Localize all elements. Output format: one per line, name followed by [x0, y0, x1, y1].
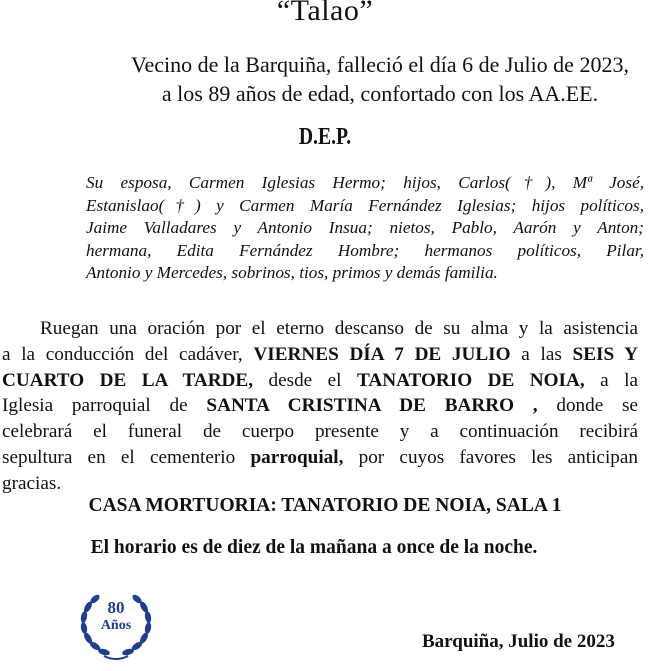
service-time: SEIS Y — [572, 343, 638, 365]
service-text: a las — [510, 343, 573, 365]
family-line: Su esposa, Carmen Iglesias Hermo; hijos, Carlos(†), Mª José, — [86, 173, 644, 192]
service-text: gracias. — [2, 472, 62, 494]
service-text: a la — [584, 369, 638, 391]
badge-number: 80 — [107, 598, 125, 617]
family-paragraph — [86, 172, 644, 285]
service-cemetery: parroquial, — [250, 446, 344, 468]
service-text: a la conducción del cadáver, — [2, 343, 254, 365]
casa-mortuoria: CASA MORTUORIA: TANATORIO DE NOIA, SALA 1 — [88, 495, 562, 516]
dep-heading: D.E.P. — [298, 124, 352, 150]
service-text: por cuyos favores les anticipan — [343, 446, 638, 468]
service-text: Iglesia parroquial de — [2, 395, 207, 417]
service-text: desde el — [253, 369, 357, 391]
service-text: celebrará el funeral de cuerpo presente y a continuación recibirá — [2, 421, 638, 443]
service-venue: TANATORIO DE NOIA, — [357, 369, 585, 391]
service-line — [2, 393, 638, 419]
service-time: CUARTO DE LA TARDE, — [2, 369, 254, 391]
service-line — [2, 316, 638, 342]
deceased-nickname: “Talao” — [276, 0, 374, 27]
anniversary-badge — [74, 586, 158, 666]
family-line: Antonio y Mercedes, sobrinos, tios, primos y demás familia. — [86, 263, 498, 282]
intro-paragraph — [60, 50, 650, 108]
family-line: Jaime Valladares y Antonio Insua; nietos, Pablo, Aarón y Anton; — [86, 218, 644, 237]
visiting-hours: El horario es de diez de la mañana a once de la noche. — [90, 537, 538, 558]
place-date-signature: Barquiña, Julio de 2023 — [422, 631, 615, 652]
intro-line-1: Vecino de la Barquiña, falleció el día 6 de Julio de 2023, — [131, 52, 629, 77]
service-line — [2, 342, 638, 368]
service-line — [2, 445, 638, 471]
service-text: sepultura en el cementerio — [2, 446, 251, 468]
service-line — [2, 419, 638, 445]
family-line: Estanislao(†) y Carmen María Fernández Iglesias; hijos políticos, — [86, 195, 644, 215]
service-text: Ruegan una oración por el eterno descanso de su alma y la asistencia — [40, 318, 638, 339]
service-church: SANTA CRISTINA DE BARRO , — [206, 395, 538, 417]
service-day: VIERNES DÍA 7 DE JULIO — [253, 343, 511, 365]
service-paragraph — [2, 316, 638, 497]
family-line: hermana, Edita Fernández Hombre; hermanos políticos, Pilar, — [86, 240, 644, 260]
intro-line-2: a los 89 años de edad, confortado con los AA.EE. — [161, 81, 599, 106]
badge-word: Años — [100, 618, 132, 633]
service-text: donde se — [537, 395, 638, 417]
service-line — [2, 368, 638, 394]
service-line — [2, 471, 638, 497]
